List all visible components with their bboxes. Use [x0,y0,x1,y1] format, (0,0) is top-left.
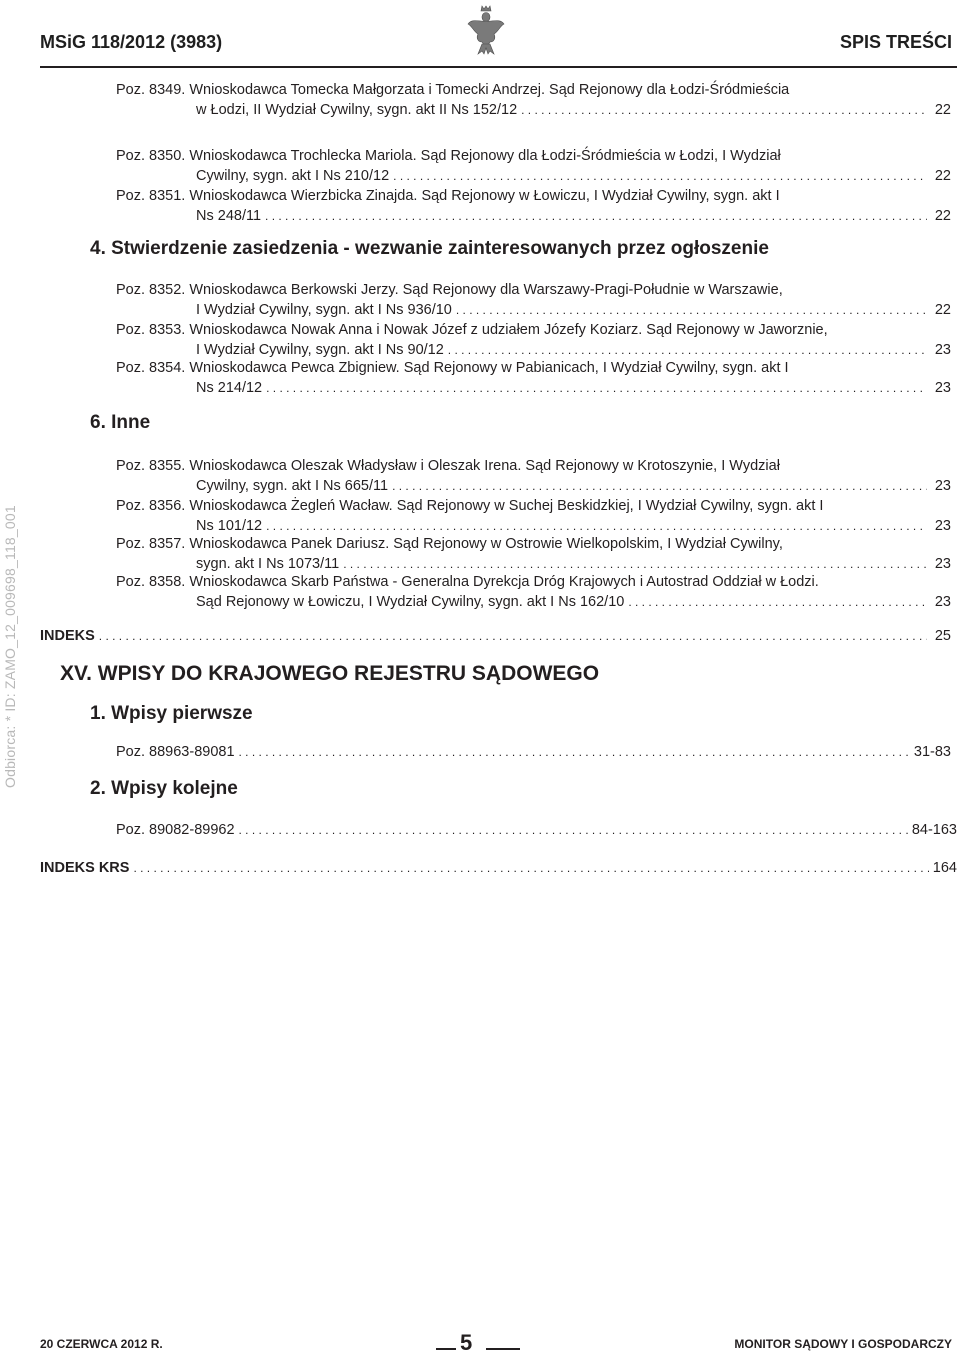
entry-line: Poz. 8354. Wnioskodawca Pewca Zbigniew. Sąd Rejonowy w Pabianicach, I Wydział Cywilny, sygn. akt I [116,360,789,376]
dot-leader [448,340,927,360]
toc-entry[interactable] [116,320,951,360]
page-number: 23 [934,518,951,534]
subsection-2-title: 2. Wpisy kolejne [90,778,238,799]
dot-leader [99,626,927,646]
toc-entry[interactable] [116,742,951,762]
dot-leader [393,166,927,186]
toc-entry[interactable] [116,186,951,226]
dot-leader [266,378,927,398]
footer-publication: MONITOR SĄDOWY I GOSPODARCZY [734,1337,952,1351]
subsection-1-title: 1. Wpisy pierwsze [90,703,253,724]
dot-leader [456,300,927,320]
indeks-entry[interactable] [40,626,951,646]
dot-leader [343,554,927,574]
indeks-krs-label: INDEKS KRS [40,860,130,876]
page-number: 23 [934,556,951,572]
page-number: 23 [934,342,951,358]
dot-leader [239,820,908,840]
entry-line: Ns 214/12 [196,380,263,396]
entry-line: Poz. 8356. Wnioskodawca Żegleń Wacław. Sąd Rejonowy w Suchej Beskidzkiej, I Wydział Cywilny, sygn. akt I [116,498,824,514]
entry-line: Poz. 8351. Wnioskodawca Wierzbicka Zinajda. Sąd Rejonowy w Łowiczu, I Wydział Cywilny, sygn. akt I [116,188,780,204]
footer-rule-right [486,1348,520,1350]
dot-leader [521,100,927,120]
indeks-label: INDEKS [40,628,95,644]
entry-line: Cywilny, sygn. akt I Ns 665/11 [196,478,389,494]
entry-line: I Wydział Cywilny, sygn. akt I Ns 936/10 [196,302,452,318]
toc-entry[interactable] [116,358,951,398]
page-number: 25 [934,628,951,644]
page-number: 84-163 [911,822,957,838]
page-number: 23 [934,380,951,396]
page-number: 164 [932,860,957,876]
page-number: 22 [934,208,951,224]
entry-line: Poz. 89082-89962 [116,822,235,838]
toc-entry[interactable] [116,572,951,612]
page-number: 31-83 [913,744,951,760]
entry-line: Poz. 8357. Wnioskodawca Panek Dariusz. Sąd Rejonowy w Ostrowie Wielkopolskim, I Wydział Cywilny, [116,536,783,552]
section-xv-title: XV. WPISY DO KRAJOWEGO REJESTRU SĄDOWEGO [60,662,600,685]
entry-line: I Wydział Cywilny, sygn. akt I Ns 90/12 [196,342,444,358]
page-number-footer: 5 [460,1330,473,1355]
entry-line: Sąd Rejonowy w Łowiczu, I Wydział Cywilny, sygn. akt I Ns 162/10 [196,594,625,610]
toc-entry[interactable] [116,534,951,574]
recipient-stamp: Odbiorca: * ID: ZAMO_12_009698_118_001 [2,505,18,788]
entry-line: Poz. 8353. Wnioskodawca Nowak Anna i Nowak Józef z udziałem Józefy Koziarz. Sąd Rejonowy w Jaworznie, [116,322,828,338]
header-title: MSiG 118/2012 (3983) [40,32,223,52]
entry-line: w Łodzi, II Wydział Cywilny, sygn. akt II Ns 152/12 [196,102,518,118]
dot-leader [133,858,928,878]
toc-entry[interactable] [116,280,951,320]
page-number: 22 [934,102,951,118]
entry-line: Poz. 8358. Wnioskodawca Skarb Państwa - Generalna Dyrekcja Dróg Krajowych i Autostrad Oddział w Łodzi. [116,574,819,590]
toc-entry[interactable] [116,496,951,536]
footer-rule-left [436,1348,456,1350]
header-rule [40,66,957,68]
entry-line: Poz. 8350. Wnioskodawca Trochlecka Mariola. Sąd Rejonowy dla Łodzi-Śródmieścia w Łodzi, I Wydział [116,148,781,164]
dot-leader [239,742,910,762]
toc-entry[interactable] [116,146,951,186]
page-number: 23 [934,478,951,494]
toc-entry[interactable] [116,456,951,496]
entry-line: Poz. 8349. Wnioskodawca Tomecka Małgorzata i Tomecki Andrzej. Sąd Rejonowy dla Łodzi-Śródmieścia [116,82,790,98]
dot-leader [628,592,927,612]
page-number: 22 [934,302,951,318]
dot-leader [266,516,927,536]
polish-eagle-emblem-icon [466,4,506,56]
toc-entry[interactable] [116,820,957,840]
entry-line: sygn. akt I Ns 1073/11 [196,556,340,572]
toc-entry[interactable] [116,80,951,120]
indeks-krs-entry[interactable] [40,858,957,878]
section-heading: SPIS TREŚCI [839,32,952,52]
entry-line: Poz. 8352. Wnioskodawca Berkowski Jerzy. Sąd Rejonowy dla Warszawy-Pragi-Południe w Warszawie, [116,282,783,298]
dot-leader [265,206,927,226]
footer-date: 20 CZERWCA 2012 R. [40,1337,163,1351]
entry-line: Ns 248/11 [196,208,262,224]
section-4-title: 4. Stwierdzenie zasiedzenia - wezwanie zainteresowanych przez ogłoszenie [90,238,769,259]
entry-line: Poz. 8355. Wnioskodawca Oleszak Władysław i Oleszak Irena. Sąd Rejonowy w Krotoszynie, I Wydział [116,458,780,474]
page-number: 22 [934,168,951,184]
dot-leader [392,476,927,496]
entry-line: Cywilny, sygn. akt I Ns 210/12 [196,168,390,184]
section-6-title: 6. Inne [90,412,151,433]
entry-line: Ns 101/12 [196,518,263,534]
page-number: 23 [934,594,951,610]
entry-line: Poz. 88963-89081 [116,744,235,760]
